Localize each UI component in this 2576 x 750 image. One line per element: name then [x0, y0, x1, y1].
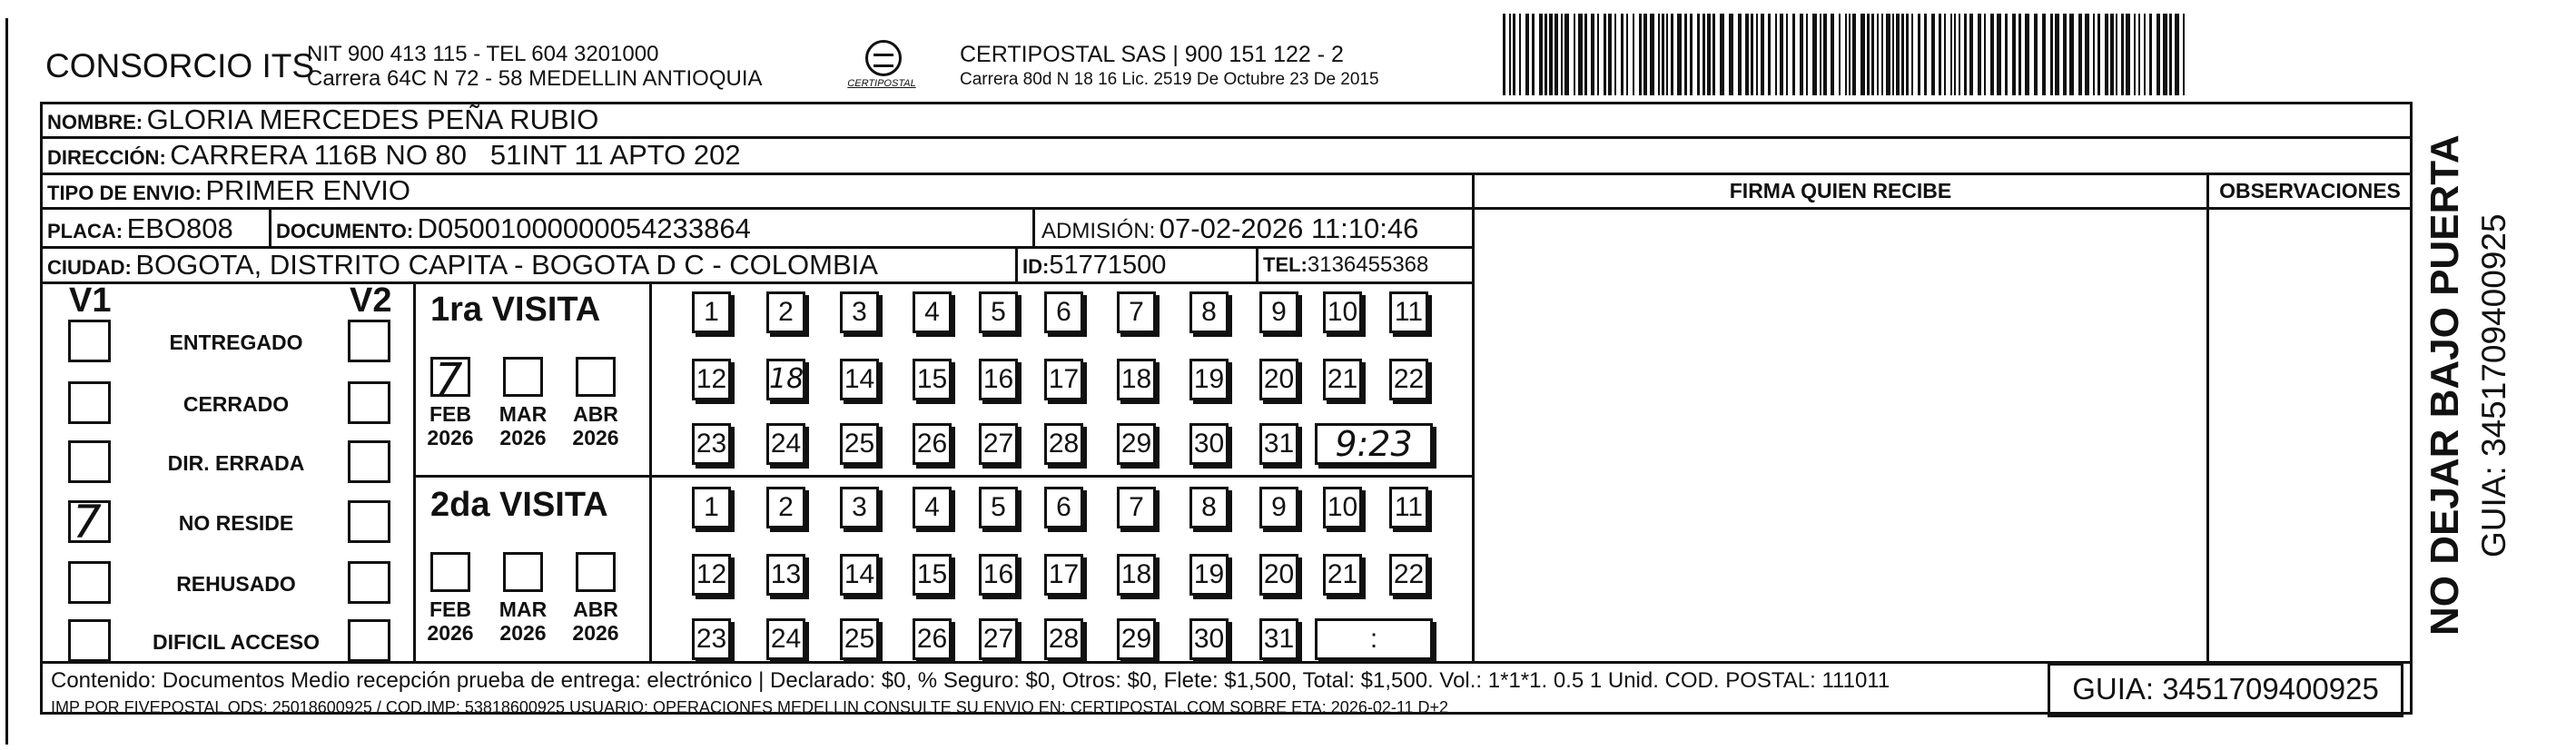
handwritten-month-mark: 7 [435, 354, 463, 405]
barcode-bar [1954, 14, 1956, 95]
day-box[interactable]: 26 [913, 618, 952, 660]
direccion-row [47, 141, 741, 175]
visit-time-text: 9:23 [1335, 424, 1413, 464]
barcode-bar [2163, 14, 2167, 95]
month-checkbox[interactable] [430, 552, 470, 592]
barcode-bar [1509, 14, 1511, 95]
barcode-bar [1959, 14, 1960, 95]
admision-cell [1041, 214, 1418, 249]
barcode-bar [1539, 14, 1543, 95]
barcode-bar [1591, 14, 1594, 95]
carrier-address: Carrera 80d N 18 16 Lic. 2519 De Octubre 23 De 2015 [960, 70, 1379, 89]
month-year: 2026 [572, 426, 619, 449]
day-box[interactable]: 9 [1259, 291, 1298, 333]
footer-contenido: Contenido: Documentos Medio recepción prueba de entrega: electrónico | Declarado: $0, % Seguro: $0, Otros: $0, Flete: $1,500, Total: $1,500. Vol.: 1*1*1. 0.5 1 Unid. COD. POSTAL: 111011 [51, 668, 1890, 693]
status-label: DIFICIL ACCESO [152, 630, 320, 654]
month-label [496, 597, 550, 645]
barcode-bar [1751, 14, 1753, 95]
month-label [423, 402, 478, 449]
day-box[interactable]: 4 [913, 291, 952, 333]
barcode-bar [1597, 14, 1599, 95]
barcode-bar [2097, 14, 2100, 95]
month-label [568, 597, 623, 645]
barcode-bar [2042, 14, 2046, 95]
tipo-value: PRIMER ENVIO [205, 174, 411, 206]
status-v2-checkbox[interactable] [348, 619, 390, 662]
barcode-bar [1768, 14, 1771, 95]
side-warning: NO DEJAR BAJO PUERTA [2423, 134, 2467, 636]
barcode-bar [2085, 14, 2089, 95]
month-checkbox[interactable] [576, 552, 616, 592]
barcode-bar [1690, 14, 1693, 95]
barcode [1503, 14, 2186, 95]
day-box[interactable]: 26 [913, 423, 952, 465]
day-box[interactable]: 7 [1117, 291, 1156, 333]
guia-number-box: GUIA: 3451709400925 [2048, 663, 2403, 717]
month-name: MAR [498, 597, 548, 621]
barcode-bar [2134, 14, 2136, 95]
rule-ciudad-id [1015, 246, 1018, 283]
day-box[interactable]: 24 [766, 423, 805, 465]
nombre-label: NOMBRE: [47, 111, 143, 133]
month-label [423, 597, 478, 645]
day-box[interactable]: 19 [1189, 554, 1229, 596]
barcode-bar [1911, 14, 1913, 95]
month-name: ABR [573, 402, 618, 426]
rule-placa-doc [269, 207, 271, 248]
direccion-value: CARRERA 116B NO 80 51INT 11 APTO 202 [170, 139, 741, 171]
day-box[interactable]: 29 [1117, 618, 1156, 660]
company-address: Carrera 64C N 72 - 58 MEDELLIN ANTIOQUIA [307, 66, 763, 91]
barcode-bar [2183, 14, 2185, 95]
barcode-bar [2121, 14, 2124, 95]
day-box[interactable]: 4 [913, 487, 952, 528]
day-box[interactable]: 5 [979, 291, 1018, 333]
placa-value: EBO808 [126, 212, 233, 244]
barcode-bar [1812, 14, 1817, 95]
day-box[interactable]: 16 [979, 554, 1018, 596]
day-box[interactable]: 27 [979, 618, 1018, 660]
day-box[interactable]: 21 [1323, 554, 1362, 596]
barcode-bar [1886, 14, 1890, 95]
day-box[interactable]: 10 [1323, 487, 1362, 528]
barcode-bar [1729, 14, 1733, 95]
day-box[interactable]: 12 [692, 359, 731, 400]
v1-header: V1 [69, 281, 112, 320]
barcode-bar [1924, 14, 1927, 95]
rule-visit-divider [413, 475, 1472, 478]
placa-cell [47, 214, 233, 249]
barcode-bar [2025, 14, 2029, 95]
barcode-bar [1621, 14, 1624, 95]
status-v1-checkbox[interactable] [68, 320, 111, 362]
day-box[interactable]: 15 [913, 554, 952, 596]
barcode-bar [1852, 14, 1856, 95]
barcode-bar [1604, 14, 1606, 95]
day-box[interactable]: 3 [840, 291, 879, 333]
day-box[interactable]: 1 [692, 487, 731, 528]
day-box[interactable]: 15 [913, 359, 952, 400]
month-year: 2026 [499, 426, 547, 449]
barcode-bar [1707, 14, 1711, 95]
barcode-bar [1901, 14, 1904, 95]
barcode-bar [2078, 14, 2082, 95]
barcode-bar [1849, 14, 1851, 95]
barcode-bar [2175, 14, 2179, 95]
day-box[interactable]: 30 [1189, 423, 1229, 465]
handwritten-day-mark: 18 [769, 363, 804, 395]
admision-label: ADMISIÓN: [1041, 219, 1156, 243]
top-rule [0, 0, 1, 1]
status-v2-checkbox[interactable] [348, 561, 390, 604]
barcode-bar [1643, 14, 1647, 95]
day-box[interactable]: 18 [1117, 554, 1156, 596]
status-v1-checkbox[interactable] [68, 381, 111, 424]
month-name: FEB [429, 597, 471, 621]
barcode-bar [1720, 14, 1724, 95]
nombre-row [47, 105, 598, 140]
barcode-bar [1984, 14, 1986, 95]
company-name: CONSORCIO ITS [45, 47, 315, 84]
nombre-value: GLORIA MERCEDES PEÑA RUBIO [146, 104, 599, 135]
day-box[interactable]: 9 [1259, 487, 1298, 528]
day-box[interactable]: 12 [692, 554, 731, 596]
tel-value: 3136455368 [1307, 252, 1429, 277]
month-year: 2026 [427, 426, 474, 449]
barcode-bar [1800, 14, 1803, 95]
day-box[interactable]: 2 [766, 487, 805, 528]
day-box[interactable]: 14 [840, 554, 879, 596]
rule-doc-adm [1032, 207, 1035, 248]
barcode-bar [1845, 14, 1847, 95]
barcode-bar [2157, 14, 2160, 95]
barcode-bar [1892, 14, 1894, 95]
barcode-bar [1662, 14, 1664, 95]
month-name: MAR [498, 402, 548, 426]
day-box[interactable]: 17 [1044, 554, 1083, 596]
barcode-bar [2050, 14, 2053, 95]
barcode-bar [1906, 14, 1909, 95]
barcode-bar [1712, 14, 1715, 95]
day-box[interactable]: 1 [692, 291, 731, 333]
day-box[interactable]: 31 [1259, 618, 1298, 660]
day-box[interactable]: 18 [1117, 359, 1156, 400]
month-year: 2026 [499, 621, 547, 645]
month-checkbox[interactable] [430, 354, 470, 405]
barcode-bar [1831, 14, 1834, 95]
day-box[interactable]: 17 [1044, 359, 1083, 400]
visit-time-text: : [1369, 624, 1378, 654]
barcode-bar [1839, 14, 1841, 95]
barcode-bar [1931, 14, 1935, 95]
barcode-bar [1756, 14, 1758, 95]
barcode-bar [1877, 14, 1879, 95]
barcode-bar [1525, 14, 1529, 95]
barcode-bar [2055, 14, 2059, 95]
month-name: FEB [429, 402, 471, 426]
day-box[interactable]: 22 [1389, 359, 1428, 400]
barcode-bar [1820, 14, 1821, 95]
day-box[interactable]: 20 [1259, 359, 1298, 400]
placa-label: PLACA: [47, 220, 123, 242]
id-label: ID: [1022, 255, 1050, 278]
status-v1-checkbox[interactable] [68, 561, 111, 604]
barcode-bar [1806, 14, 1808, 95]
day-box[interactable]: 14 [840, 359, 879, 400]
barcode-bar [1860, 14, 1865, 95]
barcode-bar [2018, 14, 2021, 95]
barcode-bar [1578, 14, 1583, 95]
day-box[interactable]: 7 [1117, 487, 1156, 528]
handwritten-check-mark: 7 [73, 496, 102, 548]
barcode-bar [1574, 14, 1575, 95]
id-value: 51771500 [1049, 251, 1167, 280]
v2-header: V2 [350, 281, 392, 320]
observaciones-header: OBSERVACIONES [2219, 179, 2401, 202]
barcode-bar [1639, 14, 1642, 95]
day-box[interactable]: 21 [1323, 359, 1362, 400]
barcode-bar [1549, 14, 1553, 95]
barcode-bar [1939, 14, 1941, 95]
company-nit-tel: NIT 900 413 115 - TEL 604 3201000 [307, 42, 659, 66]
status-v2-checkbox[interactable] [348, 381, 390, 424]
status-v1-checkbox[interactable] [68, 496, 111, 548]
month-name: ABR [573, 597, 618, 621]
barcode-bar [1513, 14, 1515, 95]
barcode-bar [1990, 14, 1994, 95]
admision-value: 07-02-2026 11:10:46 [1159, 212, 1419, 244]
tipo-label: TIPO DE ENVIO: [47, 182, 202, 204]
barcode-bar [1666, 14, 1668, 95]
barcode-bar [1626, 14, 1628, 95]
day-box[interactable]: 27 [979, 423, 1018, 465]
rule-status-visits [413, 281, 416, 663]
barcode-bar [2116, 14, 2117, 95]
status-v2-checkbox[interactable] [348, 440, 390, 483]
day-box[interactable]: 6 [1044, 291, 1083, 333]
barcode-bar [1503, 14, 1505, 95]
firma-area[interactable] [1475, 210, 2206, 661]
day-box[interactable]: 25 [840, 423, 879, 465]
barcode-bar [1532, 14, 1535, 95]
barcode-bar [1745, 14, 1749, 95]
status-v1-checkbox[interactable] [68, 619, 111, 662]
day-box[interactable]: 10 [1323, 291, 1362, 333]
barcode-bar [2093, 14, 2095, 95]
observaciones-area[interactable] [2209, 210, 2411, 661]
barcode-bar [1950, 14, 1952, 95]
logo-text: CERTIPOSTAL [847, 78, 916, 89]
barcode-bar [2069, 14, 2074, 95]
barcode-bar [1584, 14, 1587, 95]
barcode-bar [2105, 14, 2108, 95]
day-box[interactable]: 22 [1389, 554, 1428, 596]
visit-time-box[interactable] [1315, 423, 1433, 465]
documento-cell [276, 214, 751, 249]
side-guia: GUIA: 3451709400925 [2475, 213, 2512, 558]
tel-label: TEL: [1263, 253, 1308, 276]
barcode-bar [1780, 14, 1783, 95]
barcode-bar [1633, 14, 1634, 95]
barcode-bar [1684, 14, 1687, 95]
day-box[interactable]: 13 [766, 554, 805, 596]
day-box[interactable]: 6 [1044, 487, 1083, 528]
barcode-bar [2034, 14, 2038, 95]
barcode-bar [1671, 14, 1674, 95]
day-box[interactable]: 23 [692, 423, 731, 465]
left-margin-line [5, 18, 8, 745]
visit-title: 2da VISITA [430, 486, 608, 524]
tel-cell [1263, 251, 1428, 282]
barcode-bar [2005, 14, 2008, 95]
status-v2-checkbox[interactable] [348, 500, 390, 543]
month-year: 2026 [427, 621, 474, 645]
status-v1-checkbox[interactable] [68, 440, 111, 483]
barcode-bar [1918, 14, 1920, 95]
barcode-bar [2138, 14, 2140, 95]
barcode-bar [1823, 14, 1827, 95]
day-box[interactable]: 28 [1044, 423, 1083, 465]
status-label: ENTREGADO [169, 331, 303, 354]
barcode-bar [1658, 14, 1660, 95]
day-box[interactable]: 3 [840, 487, 879, 528]
day-box[interactable]: 31 [1259, 423, 1298, 465]
barcode-bar [1519, 14, 1521, 95]
day-box[interactable]: 28 [1044, 618, 1083, 660]
status-label: DIR. ERRADA [167, 451, 305, 475]
barcode-bar [2149, 14, 2152, 95]
visit-title: 1ra VISITA [430, 291, 601, 329]
barcode-bar [1944, 14, 1946, 95]
day-box[interactable]: 11 [1389, 487, 1428, 528]
status-label: REHUSADO [176, 572, 296, 596]
barcode-bar [1964, 14, 1967, 95]
month-checkbox[interactable] [576, 357, 616, 397]
barcode-bar [1561, 14, 1563, 95]
documento-value: D05001000000054233864 [417, 212, 751, 244]
rule-id-tel [1256, 246, 1258, 283]
barcode-bar [1761, 14, 1764, 95]
barcode-bar [1564, 14, 1569, 95]
day-box[interactable]: 5 [979, 487, 1018, 528]
day-box[interactable]: 29 [1117, 423, 1156, 465]
ciudad-label: CIUDAD: [47, 256, 132, 279]
barcode-bar [1775, 14, 1777, 95]
barcode-bar [1738, 14, 1742, 95]
certipostal-logo-icon [865, 40, 902, 76]
month-year: 2026 [572, 621, 619, 645]
barcode-bar [1997, 14, 2001, 95]
day-box[interactable]: 23 [692, 618, 731, 660]
visit-time-box[interactable] [1315, 618, 1433, 660]
day-box[interactable]: 19 [1189, 359, 1229, 400]
day-box[interactable]: 16 [979, 359, 1018, 400]
documento-label: DOCUMENTO: [276, 220, 414, 242]
barcode-bar [1896, 14, 1900, 95]
day-box[interactable]: 2 [766, 291, 805, 333]
day-box[interactable]: 24 [766, 618, 805, 660]
barcode-bar [2169, 14, 2172, 95]
month-checkbox[interactable] [503, 552, 543, 592]
barcode-bar [1881, 14, 1883, 95]
barcode-bar [1969, 14, 1973, 95]
day-box[interactable]: 8 [1189, 291, 1229, 333]
barcode-bar [2126, 14, 2130, 95]
tipo-row [47, 176, 410, 211]
day-box[interactable]: 20 [1259, 554, 1298, 596]
barcode-bar [1614, 14, 1616, 95]
barcode-bar [1792, 14, 1795, 95]
status-label: NO RESIDE [178, 511, 294, 535]
firma-header: FIRMA QUIEN RECIBE [1729, 179, 1952, 202]
barcode-bar [1554, 14, 1558, 95]
barcode-bar [1978, 14, 1981, 95]
status-v2-checkbox[interactable] [348, 320, 390, 362]
direccion-label: DIRECCIÓN: [47, 146, 166, 169]
status-label: CERRADO [183, 392, 290, 416]
barcode-bar [1677, 14, 1682, 95]
barcode-bar [1545, 14, 1547, 95]
barcode-bar [2063, 14, 2067, 95]
barcode-bar [2110, 14, 2114, 95]
barcode-bar [1608, 14, 1612, 95]
rule-months-days [649, 281, 652, 663]
month-checkbox[interactable] [503, 357, 543, 397]
barcode-bar [1867, 14, 1870, 95]
barcode-bar [2144, 14, 2146, 95]
barcode-bar [1871, 14, 1874, 95]
barcode-bar [1786, 14, 1788, 95]
id-cell [1022, 251, 1166, 284]
barcode-bar [1650, 14, 1654, 95]
month-label [568, 402, 623, 449]
footer-imp: IMP POR FIVEPOSTAL ODS: 25018600925 / COD.IMP: 53818600925 USUARIO: OPERACIONES MEDELLIN CONSULTE SU ENVIO EN: CERTIPOSTAL.COM SOBRE ETA: 2026-02-11 D+2 [51, 698, 1449, 716]
day-box[interactable]: 25 [840, 618, 879, 660]
ciudad-value: BOGOTA, DISTRITO CAPITA - BOGOTA D C - COLOMBIA [135, 249, 878, 281]
ciudad-cell [47, 251, 878, 285]
day-box[interactable] [766, 359, 805, 400]
day-box[interactable]: 30 [1189, 618, 1229, 660]
day-box[interactable]: 11 [1389, 291, 1428, 333]
carrier-name: CERTIPOSTAL SAS | 900 151 122 - 2 [960, 42, 1344, 67]
day-box[interactable]: 8 [1189, 487, 1229, 528]
barcode-bar [2012, 14, 2017, 95]
month-label [496, 402, 550, 449]
barcode-bar [1703, 14, 1705, 95]
barcode-bar [1697, 14, 1700, 95]
